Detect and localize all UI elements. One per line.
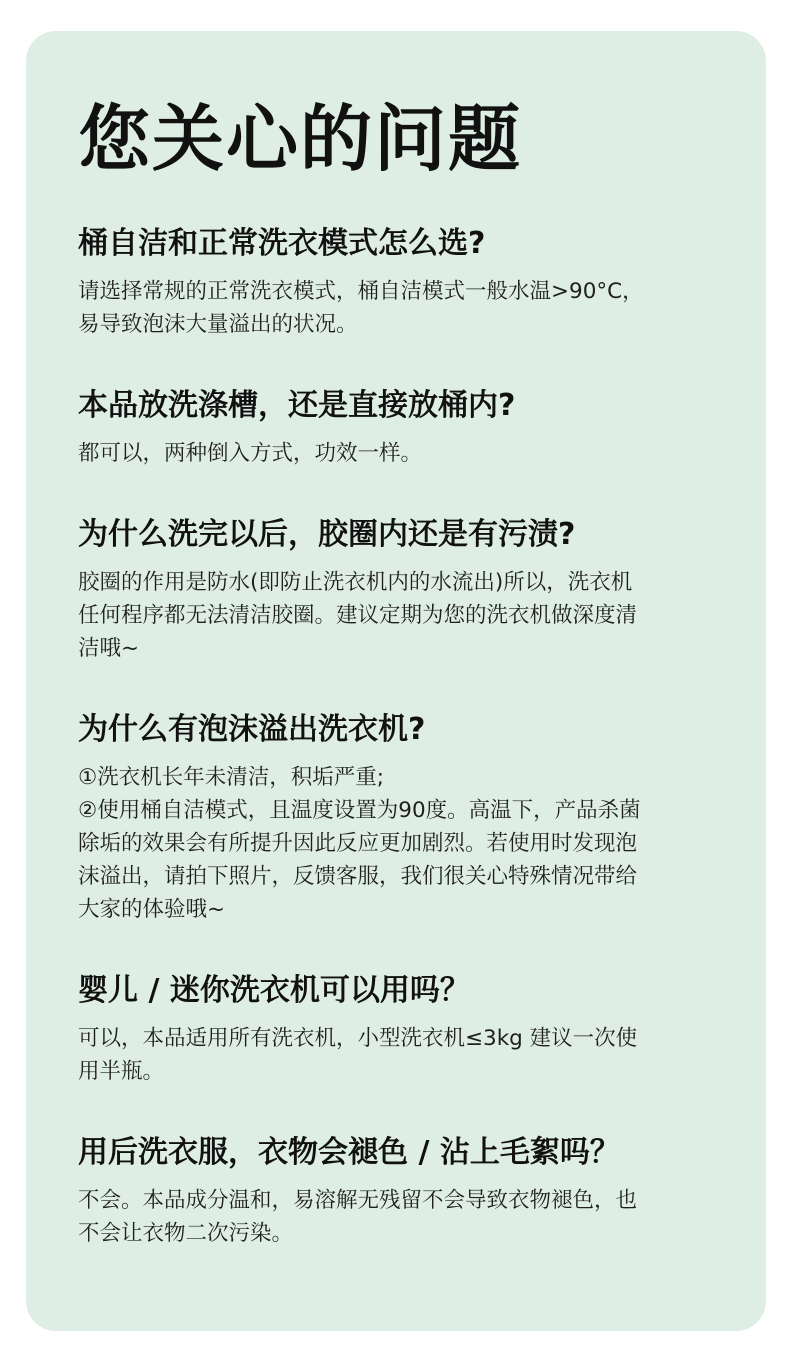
- faq-question: 本品放洗涤槽，还是直接放桶内?: [78, 388, 516, 423]
- faq-question: 为什么有泡沫溢出洗衣机?: [78, 712, 426, 747]
- faq-answer: [78, 275, 714, 341]
- faq-answer: [78, 1022, 714, 1088]
- faq-item: [78, 1132, 714, 1250]
- answer-line: 洁哦~: [78, 636, 140, 661]
- answer-line: 胶圈的作用是防水(即防止洗衣机内的水流出)所以，洗衣机: [78, 570, 633, 595]
- faq-item: [78, 709, 714, 926]
- faq-answer: [78, 437, 714, 470]
- faq-question: 婴儿 / 迷你洗衣机可以用吗？: [78, 973, 470, 1008]
- answer-line: 都可以，两种倒入方式，功效一样。: [78, 441, 423, 466]
- faq-answer: [78, 566, 714, 665]
- faq-item: [78, 514, 714, 665]
- answer-line: 可以，本品适用所有洗衣机，小型洗衣机≤3kg 建议一次使: [78, 1026, 638, 1051]
- faq-question: 用后洗衣服，衣物会褪色 / 沾上毛絮吗？: [78, 1135, 620, 1170]
- faq-question: 桶自洁和正常洗衣模式怎么选?: [78, 226, 486, 261]
- faq-item: [78, 970, 714, 1088]
- answer-line: 沫溢出，请拍下照片，反馈客服，我们很关心特殊情况带给: [78, 864, 638, 889]
- faq-card: [26, 31, 766, 1331]
- answer-line: 易导致泡沫大量溢出的状况。: [78, 312, 358, 337]
- answer-line: 大家的体验哦~: [78, 897, 226, 922]
- answer-line: 不会。本品成分温和，易溶解无残留不会导致衣物褪色，也: [78, 1188, 638, 1213]
- faq-item: [78, 223, 714, 341]
- faq-answer: [78, 1184, 714, 1250]
- answer-line: 除垢的效果会有所提升因此反应更加剧烈。若使用时发现泡: [78, 831, 638, 856]
- answer-line: 用半瓶。: [78, 1059, 165, 1084]
- answer-line: ②使用桶自洁模式，且温度设置为90度。高温下，产品杀菌: [78, 798, 641, 823]
- answer-line: 不会让衣物二次污染。: [78, 1221, 294, 1246]
- page-title: 您关心的问题: [78, 97, 523, 181]
- answer-line: 任何程序都无法清洁胶圈。建议定期为您的洗衣机做深度清: [78, 603, 638, 628]
- faq-item: [78, 385, 714, 470]
- answer-line: ①洗衣机长年未清洁，积垢严重;: [78, 765, 385, 790]
- faq-question: 为什么洗完以后，胶圈内还是有污渍?: [78, 517, 576, 552]
- faq-answer: [78, 761, 714, 926]
- faq-list: [78, 223, 714, 1250]
- answer-line: 请选择常规的正常洗衣模式，桶自洁模式一般水温>90°C，: [78, 279, 644, 304]
